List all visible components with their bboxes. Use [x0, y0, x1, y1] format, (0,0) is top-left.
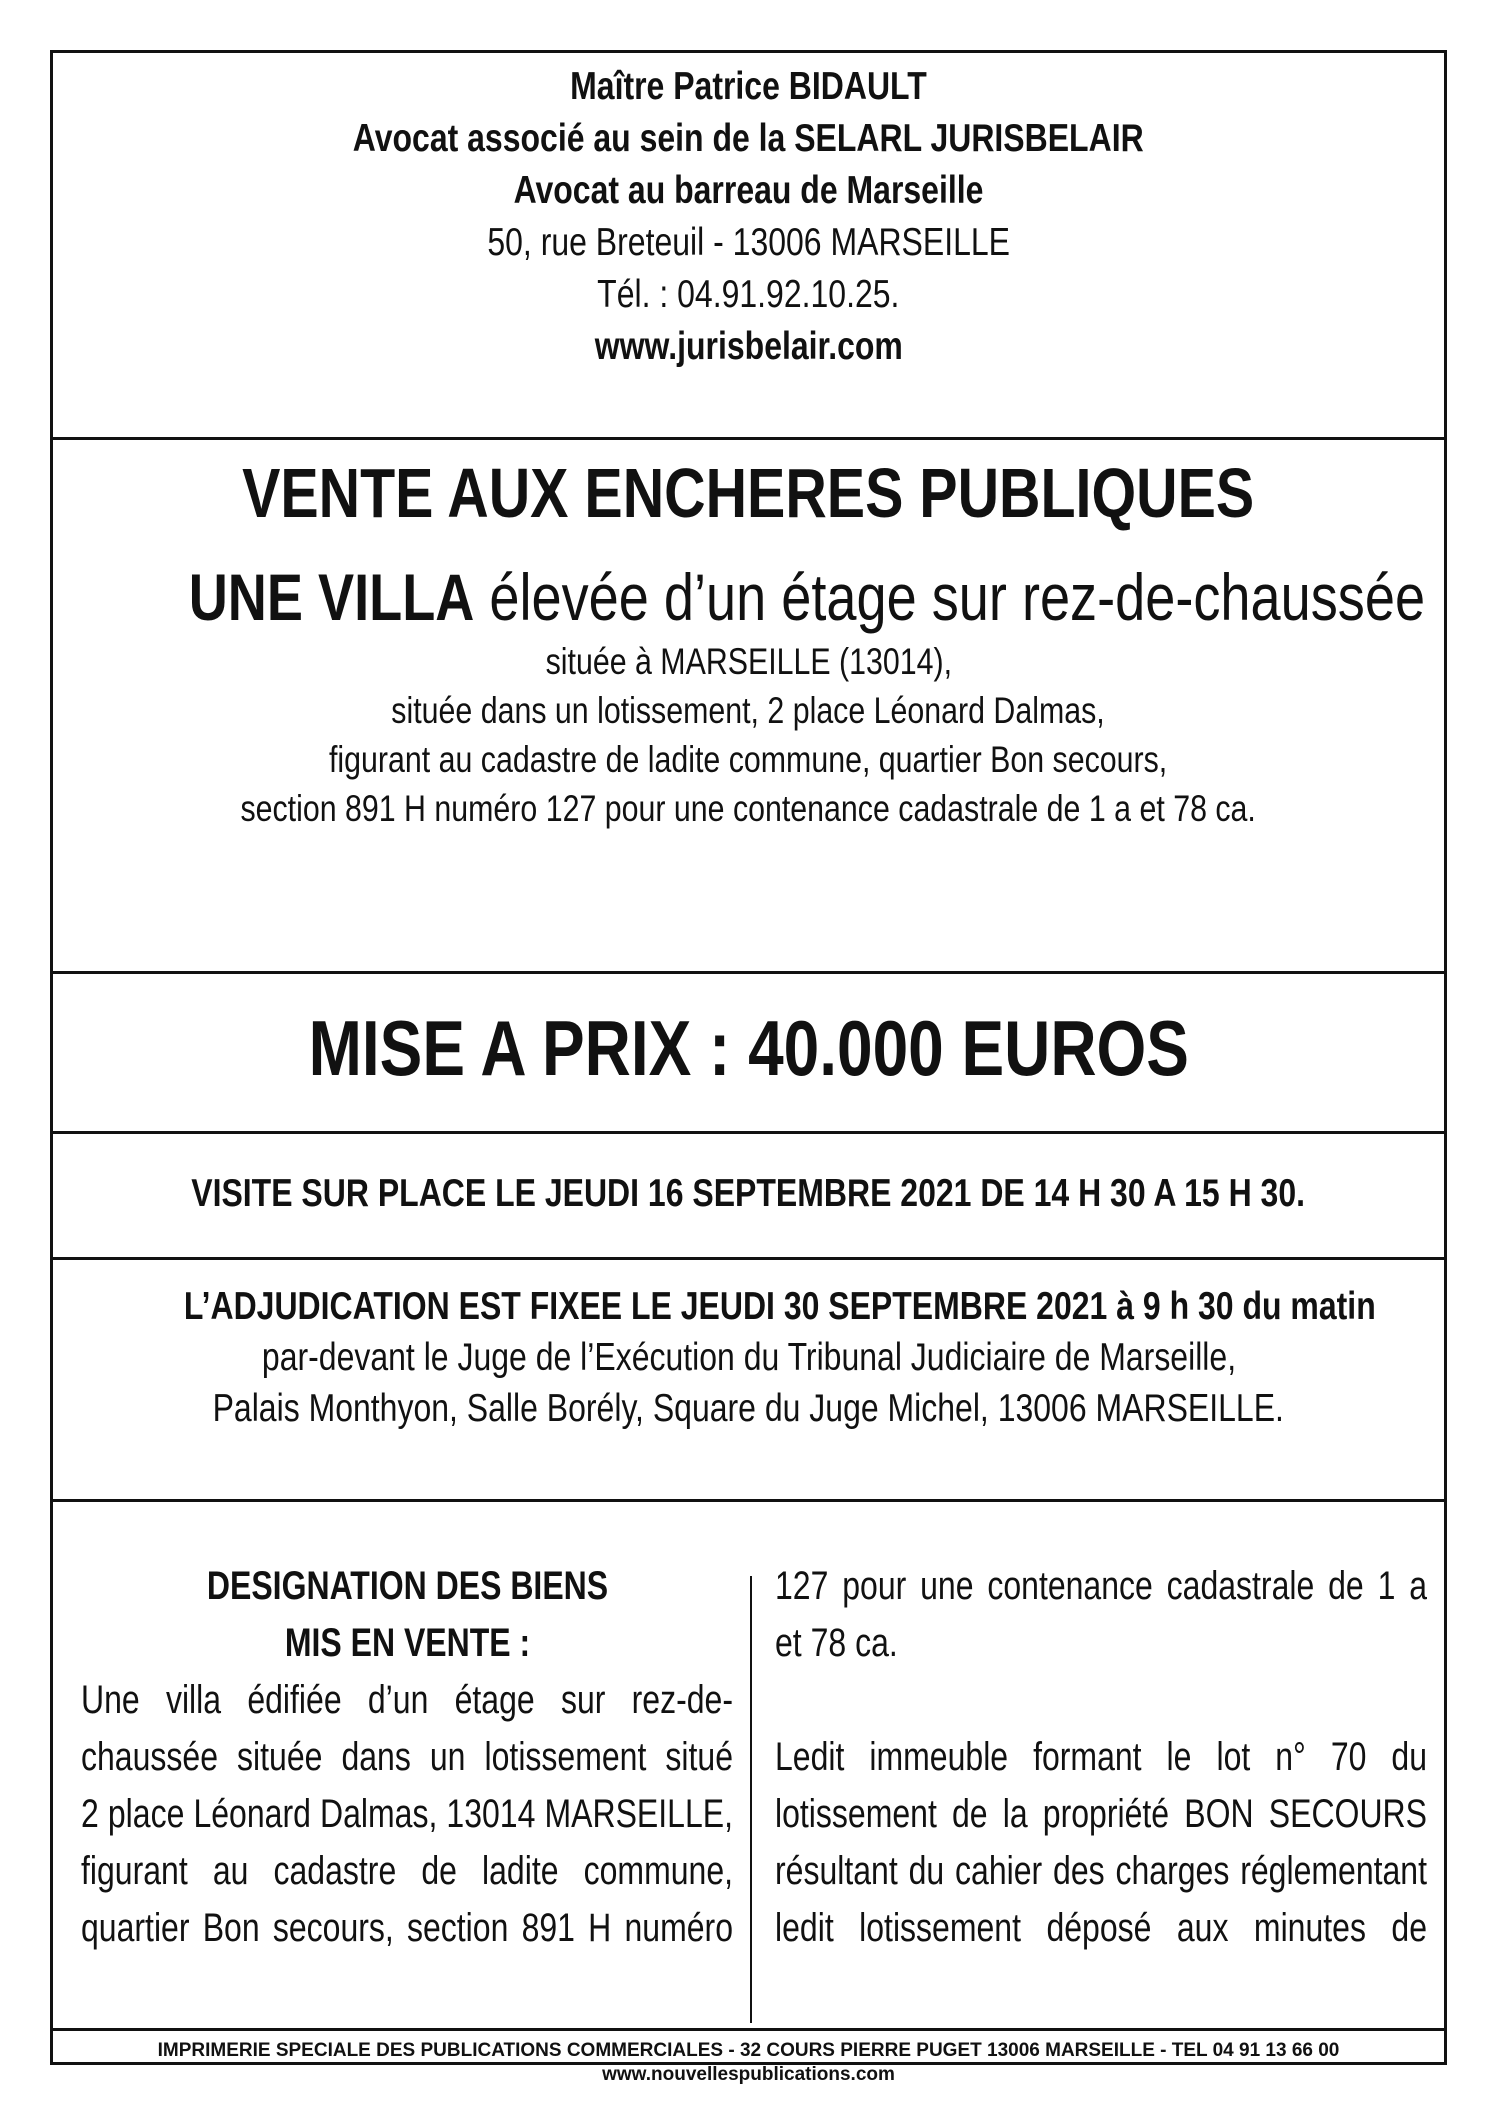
designation-columns	[53, 1558, 1444, 2023]
column-divider	[750, 1576, 752, 2023]
lawyer-address: 50, rue Breteuil - 13006 MARSEILLE	[487, 221, 1010, 264]
price-section	[53, 1003, 1444, 1093]
designation-text-line: lotissement de la propriété BON SECOURS	[775, 1792, 1427, 1836]
villa-description: élevée d’un étage sur rez-de-chaussée	[489, 560, 1426, 634]
notice-frame	[50, 50, 1447, 2085]
designation-text-line: chaussée située dans un lotissement situé	[81, 1735, 733, 1779]
firm-line: Avocat associé au sein de la SELARL JURISBELAIR	[353, 117, 1144, 160]
divider	[53, 1131, 1444, 1134]
lawyer-phone: Tél. : 04.91.92.10.25.	[597, 273, 900, 316]
sale-line: section 891 H numéro 127 pour une contenance cadastrale de 1 a et 78 ca.	[240, 788, 1257, 829]
designation-text-line: Ledit immeuble formant le lot n° 70 du	[775, 1735, 1427, 1779]
adjudication-section	[53, 1281, 1444, 1434]
designation-text-line: et 78 ca.	[775, 1621, 898, 1665]
divider	[53, 971, 1444, 974]
lawyer-name: Maître Patrice BIDAULT	[570, 65, 927, 108]
designation-title: DESIGNATION DES BIENS	[206, 1564, 608, 1608]
designation-text-line: 2 place Léonard Dalmas, 13014 MARSEILLE,	[81, 1792, 733, 1836]
divider	[53, 1257, 1444, 1260]
sale-section	[53, 453, 1444, 833]
adjudication-line: par-devant le Juge de l’Exécution du Tribunal Judiciaire de Marseille,	[261, 1336, 1236, 1379]
designation-text-line: ledit lotissement déposé aux minutes de	[775, 1906, 1427, 1950]
sale-title: VENTE AUX ENCHERES PUBLIQUES	[242, 454, 1255, 532]
sale-line: située à MARSEILLE (13014),	[545, 641, 952, 682]
visit-info: VISITE SUR PLACE LE JEUDI 16 SEPTEMBRE 2021 DE 14 H 30 A 15 H 30.	[191, 1172, 1306, 1215]
designation-left-column	[81, 1558, 733, 2023]
designation-text-line: quartier Bon secours, section 891 H numéro	[81, 1906, 733, 1950]
designation-text-line: figurant au cadastre de ladite commune,	[81, 1849, 733, 1893]
divider	[53, 437, 1444, 440]
designation-text-line: résultant du cahier des charges réglementant	[775, 1849, 1427, 1893]
lawyer-website: www.jurisbelair.com	[594, 325, 903, 368]
printer-info: IMPRIMERIE SPECIALE DES PUBLICATIONS COMMERCIALES - 32 COURS PIERRE PUGET 13006 MARSEILLE - TEL 04 91 13 66 00	[157, 2040, 1340, 2061]
divider	[53, 1499, 1444, 1502]
villa-bold: UNE VILLA	[188, 560, 475, 634]
starting-price: MISE A PRIX : 40.000 EUROS	[308, 1004, 1189, 1092]
adjudication-time-b: 9 h 30	[1142, 1285, 1234, 1328]
sale-line: figurant au cadastre de ladite commune, quartier Bon secours,	[329, 739, 1168, 780]
adjudication-time-c: du matin	[1242, 1285, 1376, 1328]
designation-subtitle: MIS EN VENTE :	[284, 1621, 530, 1665]
adjudication-time-a: à	[1116, 1285, 1135, 1328]
adjudication-date: L’ADJUDICATION EST FIXEE LE JEUDI 30 SEPTEMBRE 2021	[183, 1285, 1108, 1328]
lawyer-header	[53, 61, 1444, 373]
sale-line: située dans un lotissement, 2 place Léonard Dalmas,	[391, 690, 1106, 731]
designation-text-line: 127 pour une contenance cadastrale de 1 a	[775, 1564, 1427, 1608]
bar-line: Avocat au barreau de Marseille	[513, 169, 984, 212]
printer-website: www.nouvellespublications.com	[602, 2064, 895, 2085]
visit-section	[53, 1169, 1444, 1219]
adjudication-line: Palais Monthyon, Salle Borély, Square du Juge Michel, 13006 MARSEILLE.	[212, 1387, 1285, 1430]
designation-text-line: Une villa édifiée d’un étage sur rez-de-	[81, 1678, 733, 1722]
designation-right-column	[775, 1558, 1427, 2023]
printer-footer	[53, 2028, 1444, 2087]
